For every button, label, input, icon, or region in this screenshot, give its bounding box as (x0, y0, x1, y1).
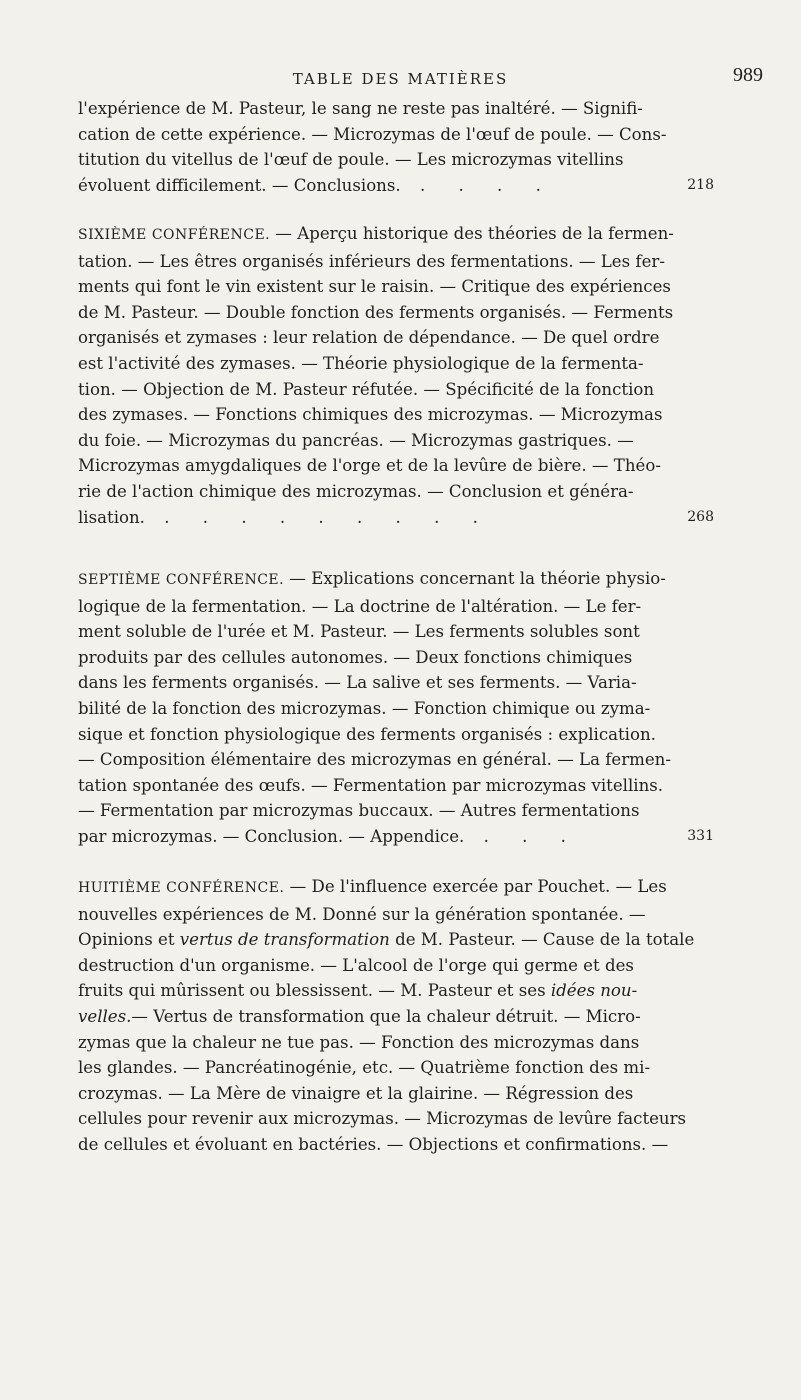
text-line: tation spontanée des œufs. — Fermentation par microzymas vitellins. (78, 775, 664, 795)
text-line: ments qui font le vin existent sur le raisin. — Critique des expériences (78, 277, 671, 297)
conference-heading: HUITIÈME CONFÉRENCE. (78, 880, 285, 896)
page-number: 989 (733, 64, 763, 86)
text-line: tation. — Les êtres organisés inférieurs des fermentations. — Les fer- (78, 251, 665, 271)
text-line: cation de cette expérience. — Microzymas de l'œuf de poule. — Cons- (78, 124, 667, 144)
text-line: par microzymas. — Conclusion. — Appendice. . . . 331 (78, 824, 714, 850)
text-line: titution du vitellus de l'œuf de poule. — Les microzymas vitellins (78, 150, 624, 170)
text-line: sique et fonction physiologique des ferments organisés : explication. (78, 724, 656, 744)
toc-entry-sixieme-conference (78, 221, 714, 530)
conference-heading: SIXIÈME CONFÉRENCE. (78, 227, 271, 243)
page-reference: 218 (687, 176, 714, 193)
text-line: fruits qui mûrissent ou blessissent. — M. Pasteur et ses idées nou- (78, 981, 638, 1001)
text-line: — Composition élémentaire des microzymas en général. — La fermen- (78, 750, 671, 770)
text-line: est l'activité des zymases. — Théorie physiologique de la fermenta- (78, 353, 644, 373)
toc-entry-continuation (78, 96, 714, 198)
text-line: bilité de la fonction des microzymas. — Fonction chimique ou zyma- (78, 698, 651, 718)
text-line: évoluent difficilement. — Conclusions. . . . . 218 (78, 173, 714, 199)
text-line: SEPTIÈME CONFÉRENCE. — Explications concernant la théorie physio- (78, 569, 666, 588)
text-line: de cellules et évoluant en bactéries. — Objections et confirmations. — (78, 1134, 669, 1154)
text-line: logique de la fermentation. — La doctrine de l'altération. — Le fer- (78, 596, 642, 616)
text-line: SIXIÈME CONFÉRENCE. — Aperçu historique des théories de la fermen- (78, 224, 674, 243)
text-line: Opinions et vertus de transformation de M. Pasteur. — Cause de la totale (78, 930, 695, 950)
text-line: Microzymas amygdaliques de l'orge et de la levûre de bière. — Théo- (78, 456, 661, 476)
text-line: les glandes. — Pancréatinogénie, etc. — Quatrième fonction des mi- (78, 1058, 651, 1078)
text-line: cellules pour revenir aux microzymas. — Microzymas de levûre facteurs (78, 1109, 687, 1129)
text-line: HUITIÈME CONFÉRENCE. — De l'influence exercée par Pouchet. — Les (78, 877, 667, 896)
toc-entry-septieme-conference (78, 566, 714, 850)
text-line: destruction d'un organisme. — L'alcool de l'orge qui germe et des (78, 955, 634, 975)
text-line: l'expérience de M. Pasteur, le sang ne reste pas inaltéré. — Signifi- (78, 99, 643, 118)
conference-heading: SEPTIÈME CONFÉRENCE. (78, 572, 285, 588)
text-line: nouvelles expériences de M. Donné sur la génération spontanée. — (78, 904, 646, 924)
text-line: rie de l'action chimique des microzymas. — Conclusion et généra- (78, 481, 634, 501)
running-title: TABLE DES MATIÈRES (292, 70, 509, 88)
text-line: crozymas. — La Mère de vinaigre et la glairine. — Régression des (78, 1083, 634, 1103)
text-line: tion. — Objection de M. Pasteur réfutée. — Spécificité de la fonction (78, 379, 655, 399)
text-line: lisation. . . . . . . . . . 268 (78, 505, 714, 531)
text-line: des zymases. — Fonctions chimiques des microzymas. — Microzymas (78, 405, 663, 425)
text-line: velles.— Vertus de transformation que la chaleur détruit. — Micro- (78, 1006, 641, 1026)
text-line: — Fermentation par microzymas buccaux. — Autres fermentations (78, 801, 640, 821)
page-reference: 268 (687, 508, 714, 525)
text-line: dans les ferments organisés. — La salive et ses ferments. — Varia- (78, 673, 637, 693)
text-line: zymas que la chaleur ne tue pas. — Fonction des microzymas dans (78, 1032, 640, 1052)
text-line: produits par des cellules autonomes. — Deux fonctions chimiques (78, 647, 633, 667)
text-line: de M. Pasteur. — Double fonction des ferments organisés. — Ferments (78, 302, 674, 322)
text-line: du foie. — Microzymas du pancréas. — Microzymas gastriques. — (78, 430, 634, 450)
page-reference: 331 (687, 827, 714, 844)
text-line: organisés et zymases : leur relation de dépendance. — De quel ordre (78, 328, 660, 348)
toc-entry-huitieme-conference (78, 874, 714, 1158)
text-line: ment soluble de l'urée et M. Pasteur. — Les ferments solubles sont (78, 622, 640, 642)
